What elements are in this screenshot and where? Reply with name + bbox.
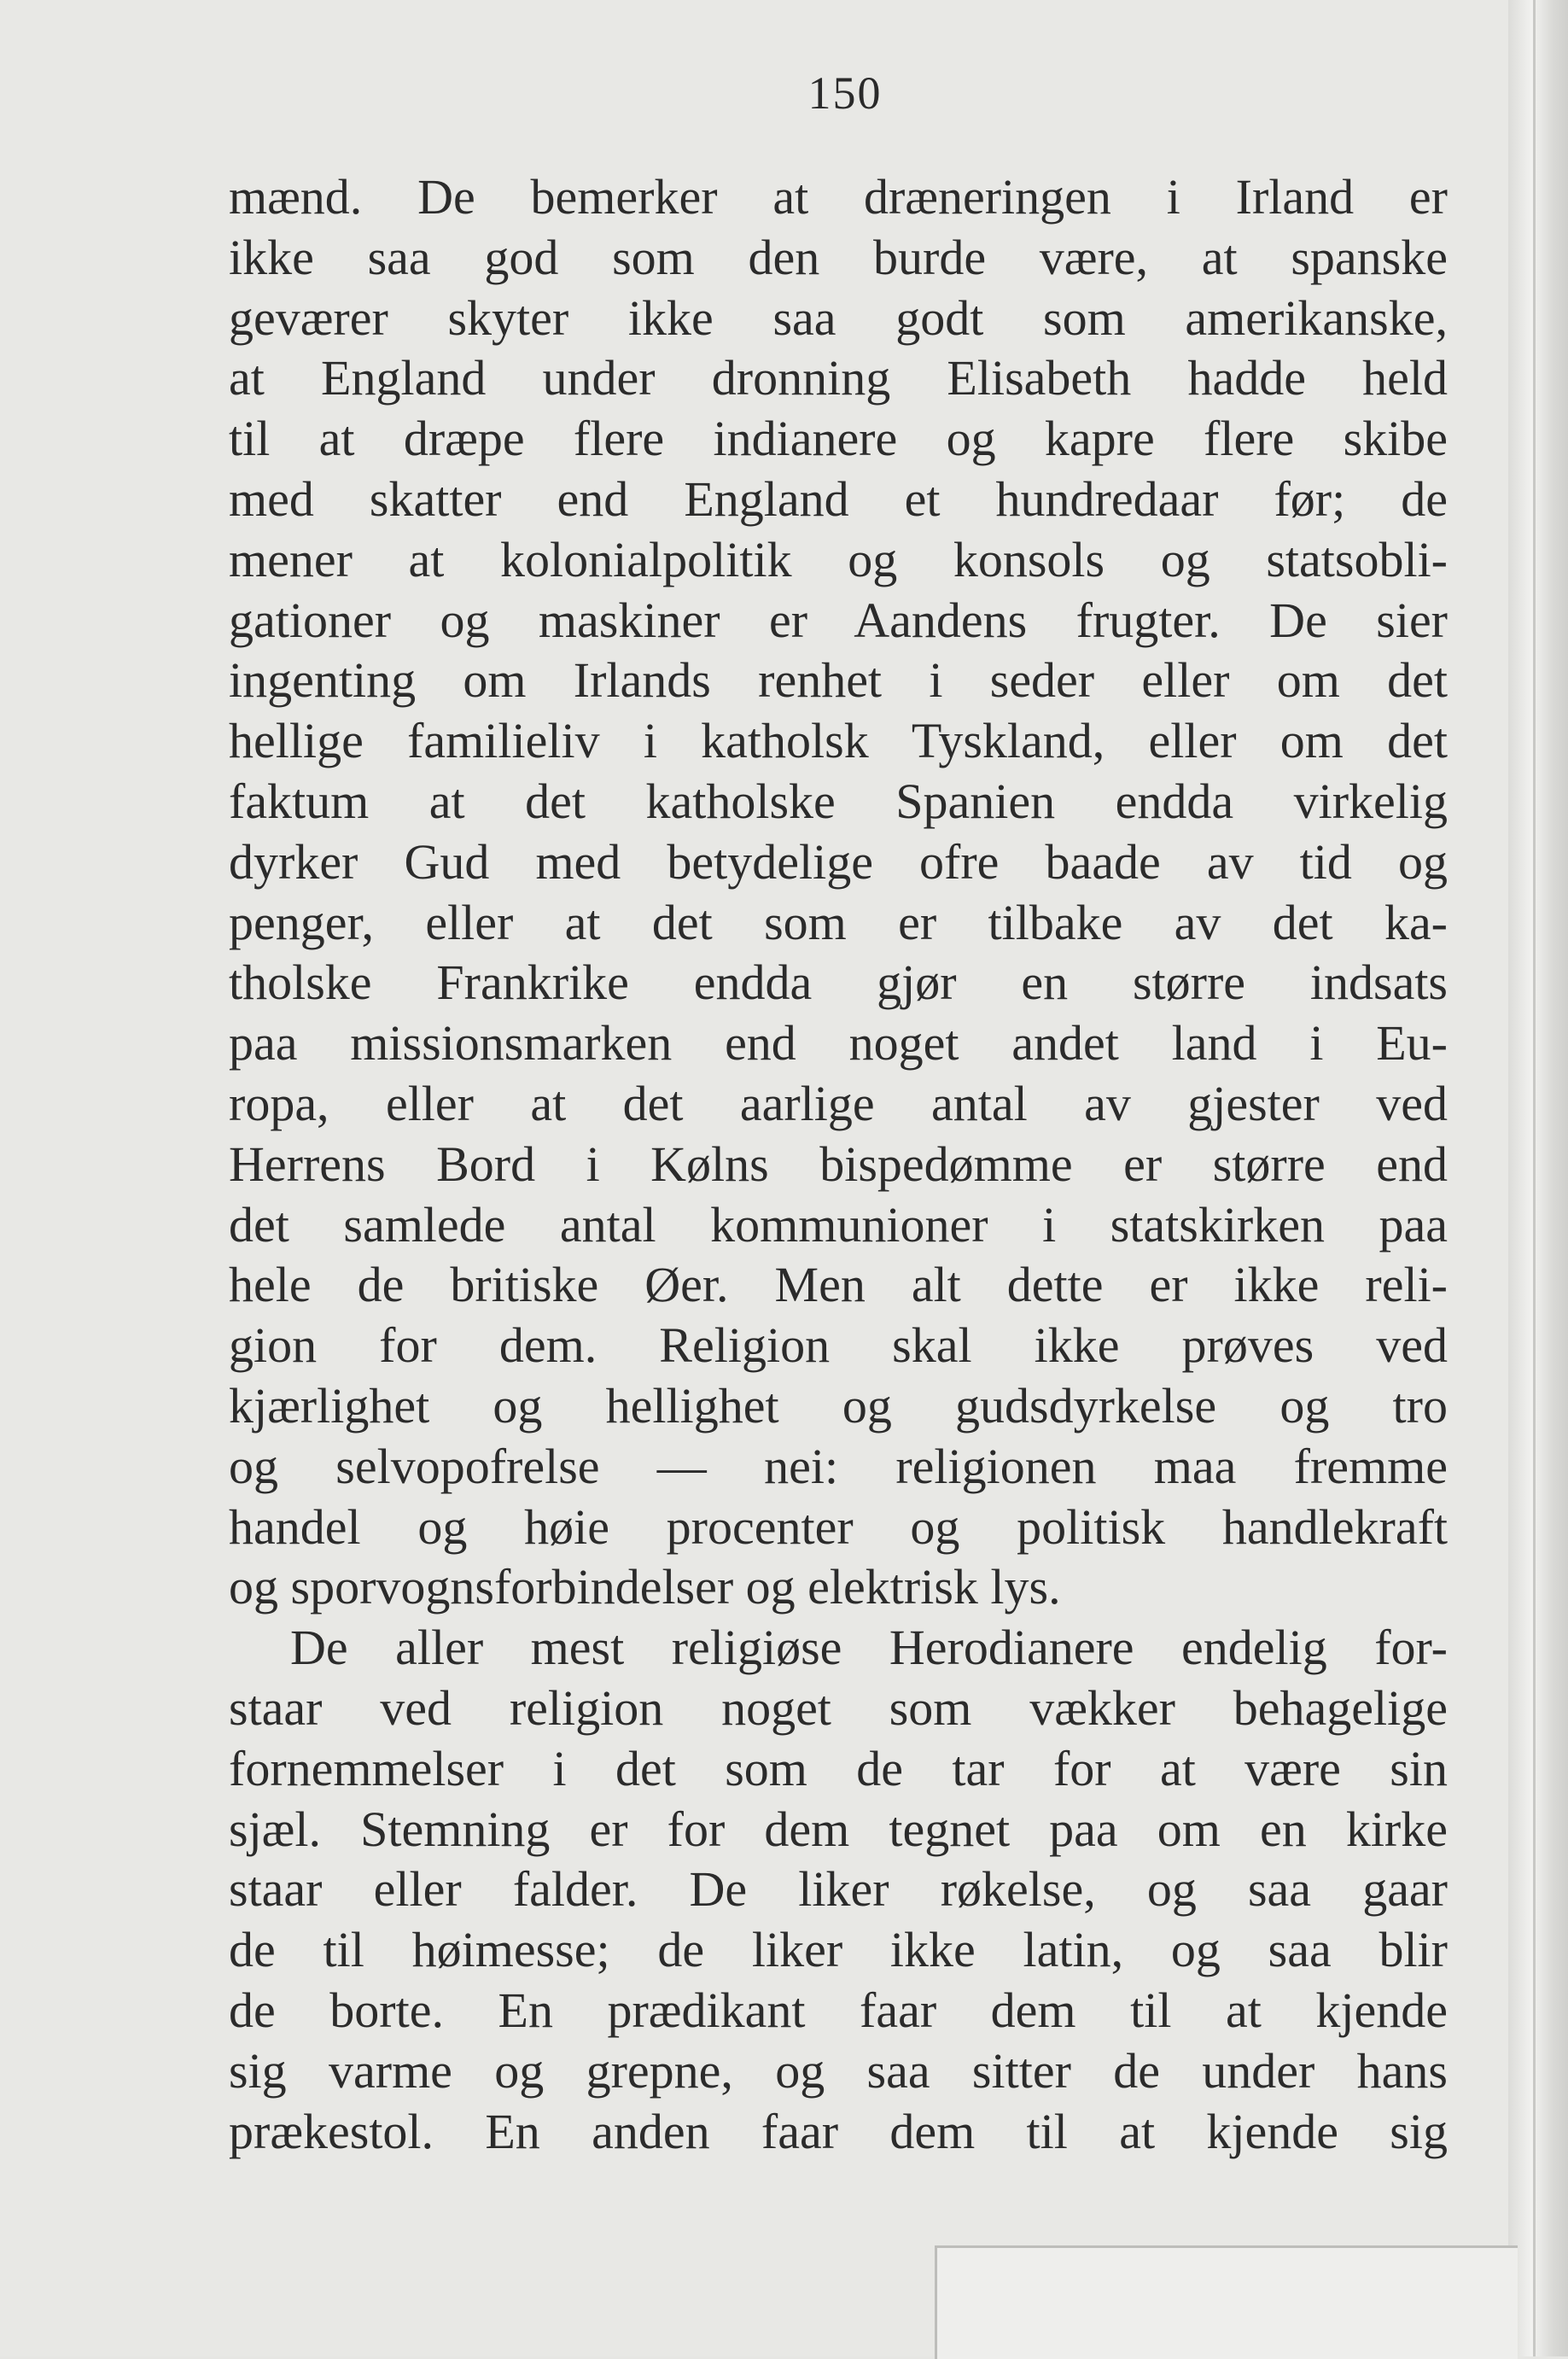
- text-line: sjæl. Stemning er for dem tegnet paa om en kirke: [229, 1801, 1448, 1857]
- text-line: og sporvognsforbindelser og elektrisk lys.: [229, 1559, 1061, 1615]
- paper-slip: [935, 2245, 1518, 2359]
- text-line: gationer og maskiner er Aandens frugter. De sier: [229, 592, 1448, 648]
- text-line: handel og høie procenter og politisk handlekraft: [229, 1498, 1448, 1555]
- text-line: de borte. En prædikant faar dem til at kjende: [229, 1982, 1448, 2038]
- text-line: til at dræpe flere indianere og kapre flere skibe: [229, 411, 1448, 467]
- text-line: sig varme og grepne, og saa sitter de under hans: [229, 2042, 1448, 2099]
- text-line: faktum at det katholske Spanien endda virkelig: [229, 773, 1448, 829]
- text-line: med skatter end England et hundredaar før; de: [229, 470, 1448, 527]
- text-line: at England under dronning Elisabeth hadde held: [229, 350, 1448, 406]
- text-line: staar ved religion noget som vækker behagelige: [229, 1679, 1448, 1736]
- body-text: [229, 167, 1448, 2162]
- paragraph-start-line: De aller mest religiøse Herodianere endelig for-: [290, 1620, 1448, 1676]
- text-line: dyrker Gud med betydelige ofre baade av tid og: [229, 833, 1448, 890]
- text-line: fornemmelser i det som de tar for at være sin: [229, 1740, 1448, 1796]
- text-line: mener at kolonialpolitik og konsols og statsobli-: [229, 531, 1448, 587]
- text-line: geværer skyter ikke saa godt som amerikanske,: [229, 289, 1448, 346]
- page-edge-shadow: [1508, 0, 1568, 2356]
- text-line: hellige familieliv i katholsk Tyskland, eller om det: [229, 713, 1448, 769]
- text-line: mænd. De bemerker at dræneringen i Irland er: [229, 169, 1448, 225]
- text-line: kjærlighet og hellighet og gudsdyrkelse og tro: [229, 1377, 1448, 1434]
- text-line: ropa, eller at det aarlige antal av gjester ved: [229, 1075, 1448, 1131]
- text-line: tholske Frankrike endda gjør en større indsats: [229, 955, 1448, 1011]
- text-line: gion for dem. Religion skal ikke prøves ved: [229, 1317, 1448, 1374]
- text-line: ingenting om Irlands renhet i seder eller om det: [229, 652, 1448, 709]
- text-line: paa missionsmarken end noget andet land i Eu-: [229, 1015, 1448, 1071]
- text-line: de til høimesse; de liker ikke latin, og saa blir: [229, 1922, 1448, 1978]
- text-line: hele de britiske Øer. Men alt dette er ikke reli-: [229, 1257, 1448, 1313]
- binding-line: [1533, 0, 1536, 2356]
- text-line: ikke saa god som den burde være, at spanske: [229, 229, 1448, 285]
- text-line: det samlede antal kommunioner i statskirken paa: [229, 1196, 1448, 1252]
- text-line: Herrens Bord i Kølns bispedømme er større end: [229, 1136, 1448, 1192]
- text-line: staar eller falder. De liker røkelse, og saa gaar: [229, 1861, 1448, 1918]
- text-line: penger, eller at det som er tilbake av det ka-: [229, 894, 1448, 950]
- text-line: prækestol. En anden faar dem til at kjende sig: [229, 2103, 1448, 2159]
- text-line: og selvopofrelse — nei: religionen maa fremme: [229, 1438, 1448, 1494]
- page-number: 150: [807, 67, 883, 119]
